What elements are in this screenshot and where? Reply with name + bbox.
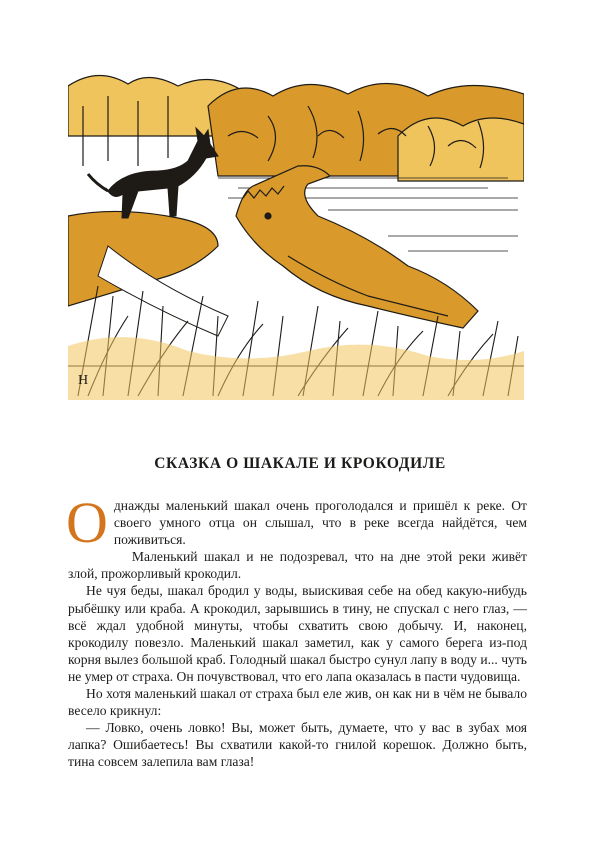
illustration-svg — [68, 66, 524, 400]
artist-signature: Н — [78, 373, 89, 388]
crocodile-figure — [236, 166, 478, 328]
paragraph-1 — [66, 490, 527, 555]
drop-cap-letter: О — [66, 490, 108, 555]
paragraph-4: Но хотя маленький шакал от страха был еле жив, он как ни в чём не бывало весело крикнул: — [68, 686, 527, 719]
paragraph-5: — Ловко, очень ловко! Вы, может быть, думаете, что у вас в зубах моя лапка? Ошибаетесь! Вы схватили какой-то гнилой корешок. Должно быть, тина совсем залепила вам глаза! — [68, 720, 527, 770]
jungle-foliage — [68, 75, 524, 181]
foreground-mud — [68, 337, 524, 400]
story-title: СКАЗКА О ШАКАЛЕ И КРОКОДИЛЕ — [154, 455, 446, 472]
paragraph-3: Не чуя беды, шакал бродил у воды, выискивая себе на обед какую-нибудь рыбёшку или краба. А крокодил, зарывшись в тину, не спускал с него глаз, — всё ждал удобной минуты, чтобы схватить свою добычу. И, наконец, крокодилу повезло. Маленький шакал заметил, как у самого берега из-под корня вылез большой краб. Голодный шакал быстро сунул лапу в воду и... чуть не умер от страха. Он почувствовал, что его лапа оказалась в пасти чудовища. — [68, 583, 527, 684]
paragraph-1-text: днажды маленький шакал очень проголодался и пришёл к реке. От своего умного отца он слышал, что в реке всегда найдётся, чем поживиться. — [113, 498, 527, 548]
paragraph-2: Маленький шакал и не подозревал, что на дне этой реки живёт злой, прожорливый крокодил. — [68, 549, 527, 582]
jackal-and-crocodile-illustration — [68, 66, 524, 400]
story-body — [66, 490, 527, 771]
